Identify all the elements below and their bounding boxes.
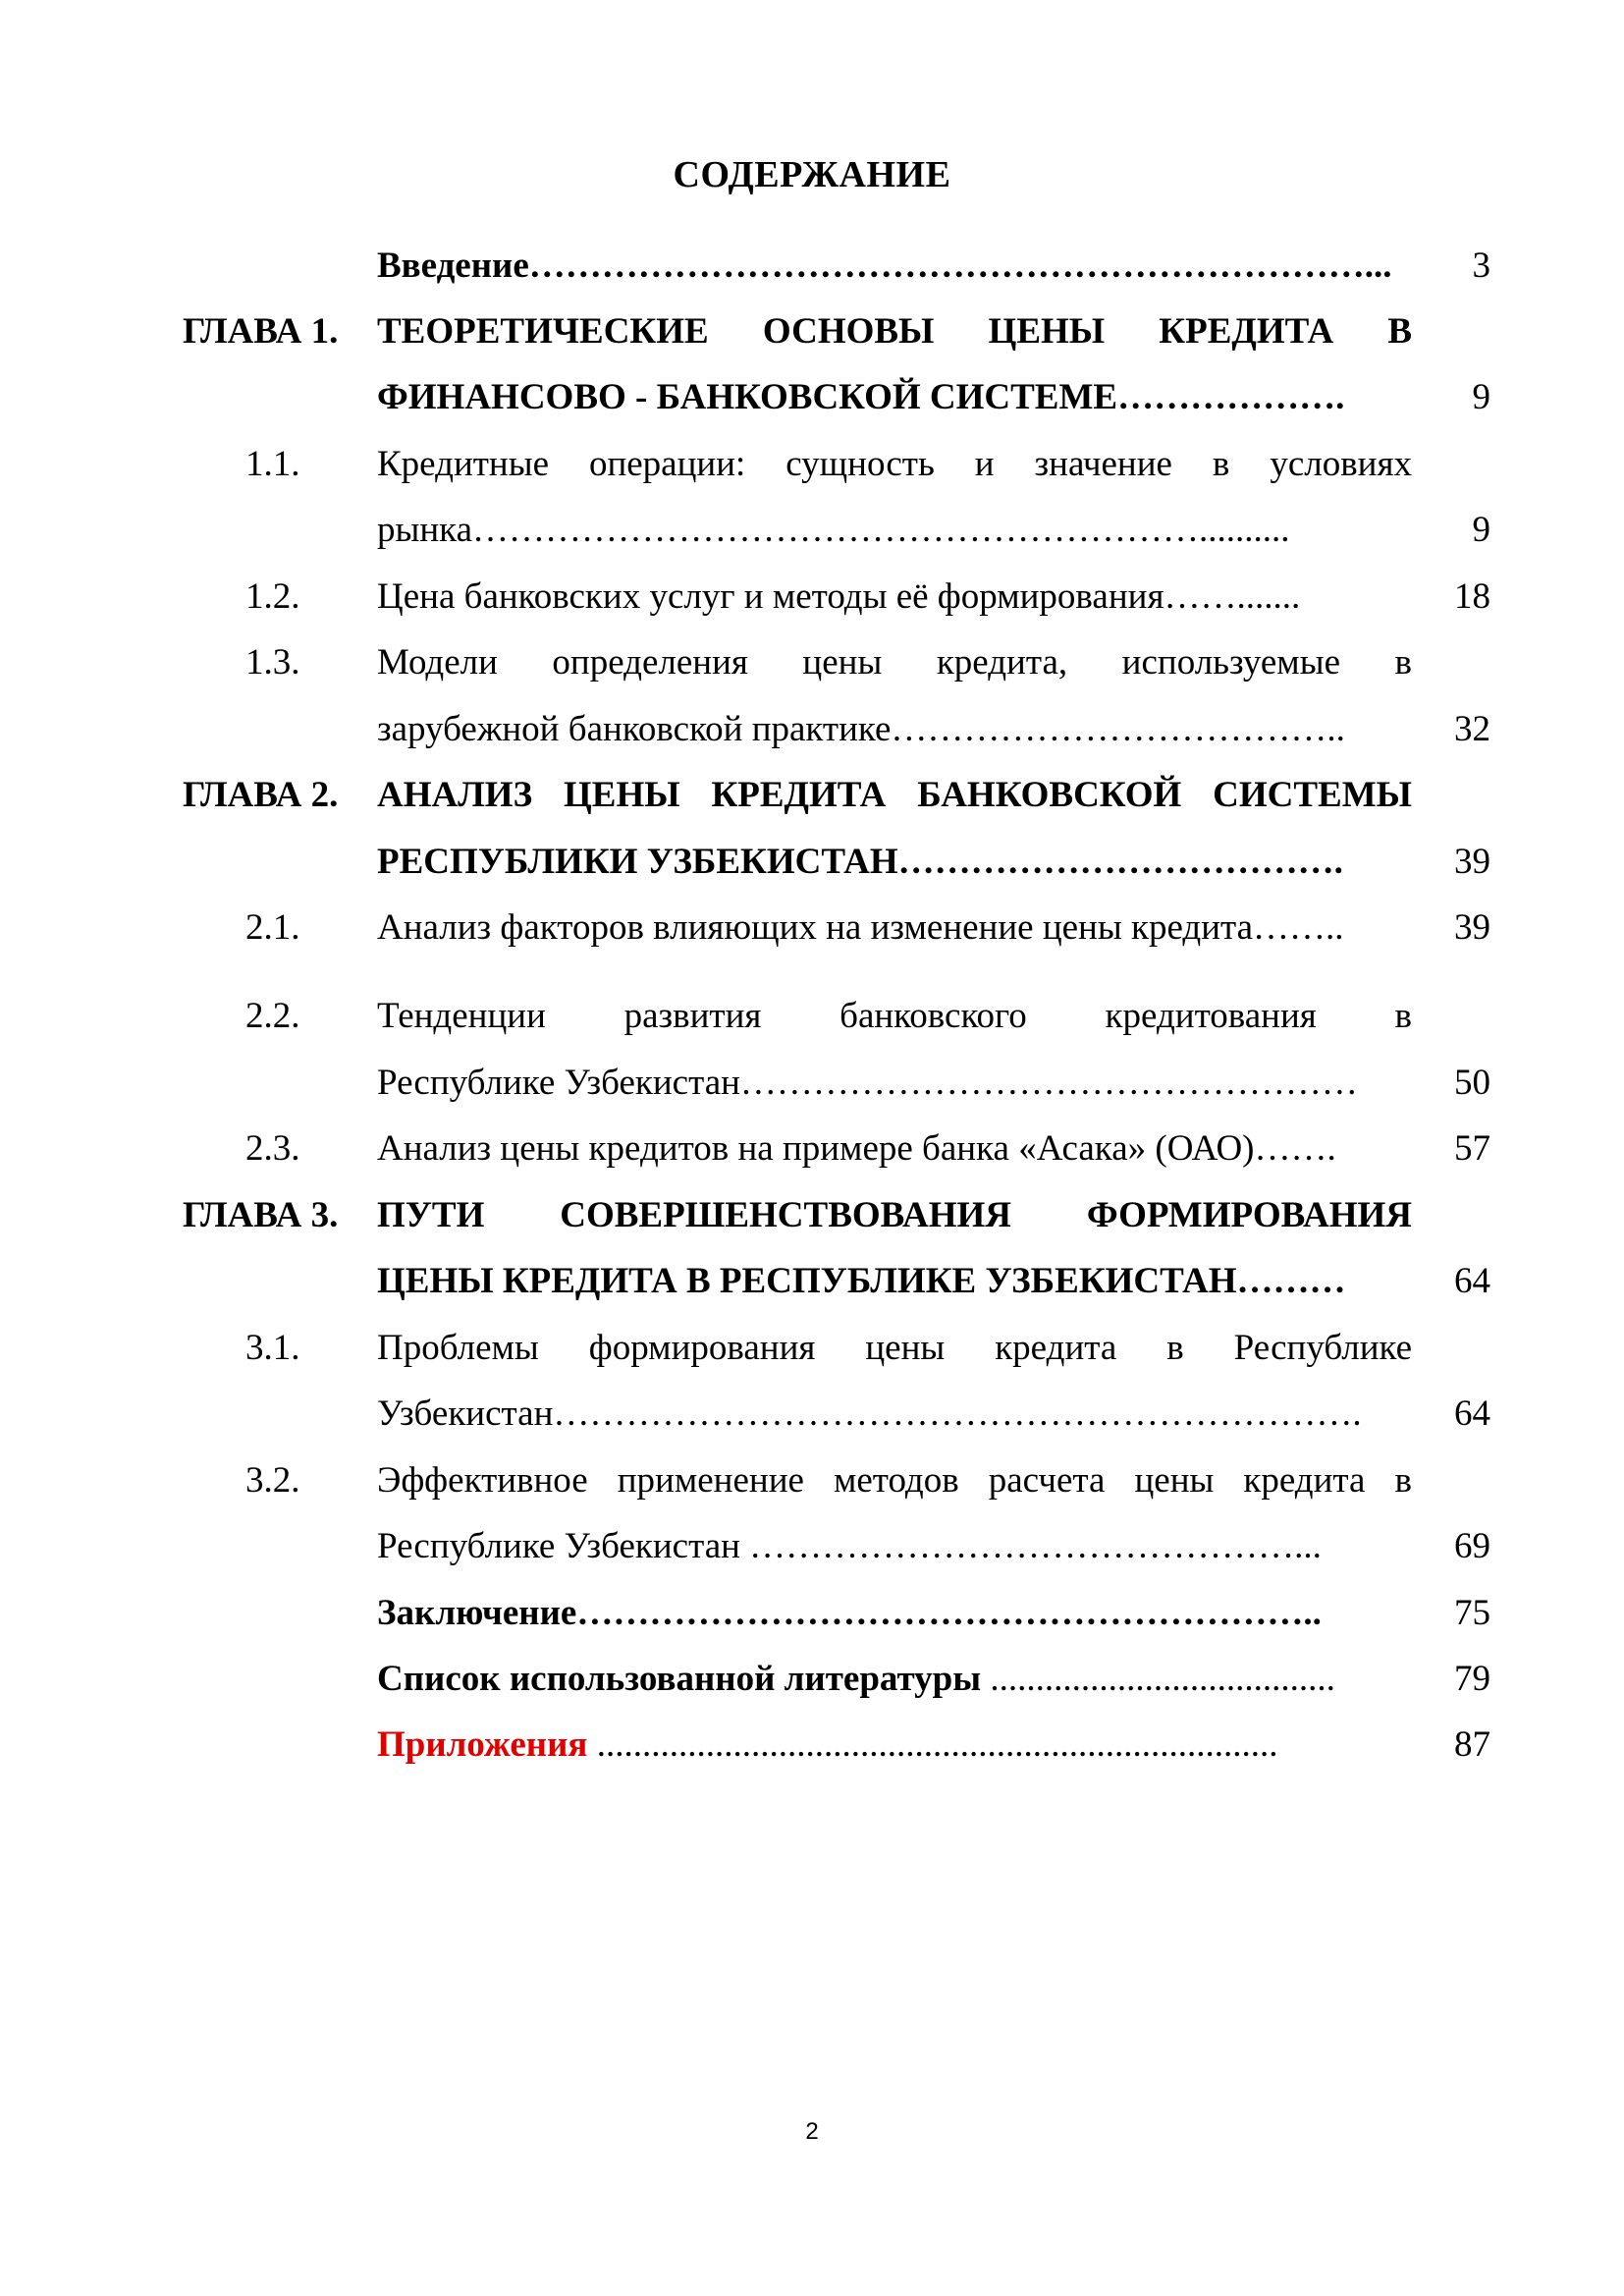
toc-entry-text: Заключение…………………………………………………….. — [377, 1593, 1322, 1633]
toc-entry-page: 87 — [1454, 1724, 1490, 1765]
toc-entry-text-line-1: Кредитные операции: сущность и значение в условиях — [377, 444, 1412, 484]
toc-entry-page: 18 — [1454, 576, 1490, 617]
toc-entry-text-wrapper — [377, 1718, 1412, 1773]
toc-entry-number: ГЛАВА 2. — [183, 775, 339, 815]
toc-entry-number: ГЛАВА 1. — [183, 311, 339, 352]
toc-entry-text-line-2: Республике Узбекистан ………………………………………... — [377, 1526, 1322, 1566]
toc-entry-text-line-2: Республике Узбекистан…………………………………………… — [377, 1063, 1358, 1103]
toc-entry-leader-dots: ........................................................................... — [587, 1724, 1278, 1765]
page-number: 2 — [805, 2118, 819, 2145]
toc-entry-page: 57 — [1454, 1128, 1490, 1169]
toc-entry-text-line-2: зарубежной банковской практике……………………………….. — [377, 709, 1345, 749]
toc-entry-number: 3.1. — [245, 1328, 300, 1368]
toc-entry-text-line-1: Проблемы формирования цены кредита в Республике — [377, 1328, 1412, 1368]
toc-entry-page: 32 — [1454, 709, 1490, 749]
toc-entry-number: 1.1. — [245, 444, 300, 484]
toc-entry-number: 2.3. — [245, 1128, 300, 1169]
toc-entry-number: 1.2. — [245, 576, 300, 617]
toc-entry-text-line-1: ПУТИ СОВЕРШЕНСТВОВАНИЯ ФОРМИРОВАНИЯ — [377, 1195, 1412, 1235]
toc-entry-text: Введение……………………………………………………………... — [377, 246, 1392, 286]
toc-entry-text: Список использованной литературы — [377, 1659, 982, 1699]
toc-entry-text-line-1: АНАЛИЗ ЦЕНЫ КРЕДИТА БАНКОВСКОЙ СИСТЕМЫ — [377, 775, 1412, 815]
toc-entry-text-line-2: рынка…………………………………………………….......... — [377, 510, 1290, 550]
toc-entry-text-line-2: ЦЕНЫ КРЕДИТА В РЕСПУБЛИКЕ УЗБЕКИСТАН……… — [377, 1261, 1346, 1301]
toc-entry-page: 64 — [1454, 1394, 1490, 1434]
toc-entry-text-line-1: Модели определения цены кредита, используемые в — [377, 642, 1412, 683]
toc-entry-text-line-2: ФИНАНСОВО - БАНКОВСКОЙ СИСТЕМЕ………………. — [377, 377, 1345, 417]
toc-entry-page: 75 — [1454, 1593, 1490, 1633]
toc-entry-page: 69 — [1454, 1526, 1490, 1566]
toc-entry-number: ГЛАВА 3. — [183, 1195, 339, 1235]
toc-entry-page: 39 — [1454, 842, 1490, 882]
toc-entry-page: 9 — [1472, 510, 1490, 550]
toc-entry-leader-dots: ...................................... — [981, 1659, 1335, 1699]
toc-entry-text: Анализ цены кредитов на примере банка «Асака» (ОАО)……. — [377, 1128, 1336, 1169]
toc-entry-text: Цена банковских услуг и методы её формирования……....... — [377, 576, 1301, 617]
toc-entry-text: Анализ факторов влияющих на изменение цены кредита…….. — [377, 907, 1344, 948]
toc-entry-number: 2.2. — [245, 996, 300, 1036]
toc-entry-text-wrapper — [377, 1652, 1412, 1707]
toc-entry-page: 50 — [1454, 1063, 1490, 1103]
toc-title: СОДЕРЖАНИЕ — [673, 154, 951, 195]
toc-entry-text-line-2: Узбекистан…………………………………………………………. — [377, 1394, 1362, 1434]
toc-entry-number: 3.2. — [245, 1460, 300, 1501]
toc-entry-text-line-1: ТЕОРЕТИЧЕСКИЕ ОСНОВЫ ЦЕНЫ КРЕДИТА В — [377, 311, 1412, 352]
toc-entry-text: Приложения — [377, 1724, 588, 1765]
toc-entry-page: 9 — [1472, 377, 1490, 417]
toc-entry-page: 79 — [1454, 1659, 1490, 1699]
toc-entry-page: 64 — [1454, 1261, 1490, 1301]
toc-entry-number: 2.1. — [245, 907, 300, 948]
toc-entry-text-line-1: Тенденции развития банковского кредитования в — [377, 996, 1412, 1036]
toc-entry-number: 1.3. — [245, 642, 300, 683]
toc-entry-text-line-1: Эффективное применение методов расчета цены кредита в — [377, 1460, 1412, 1501]
toc-entry-page: 3 — [1472, 246, 1490, 286]
toc-entry-page: 39 — [1454, 907, 1490, 948]
toc-entry-text-line-2: РЕСПУБЛИКИ УЗБЕКИСТАН………………………………. — [377, 842, 1343, 882]
